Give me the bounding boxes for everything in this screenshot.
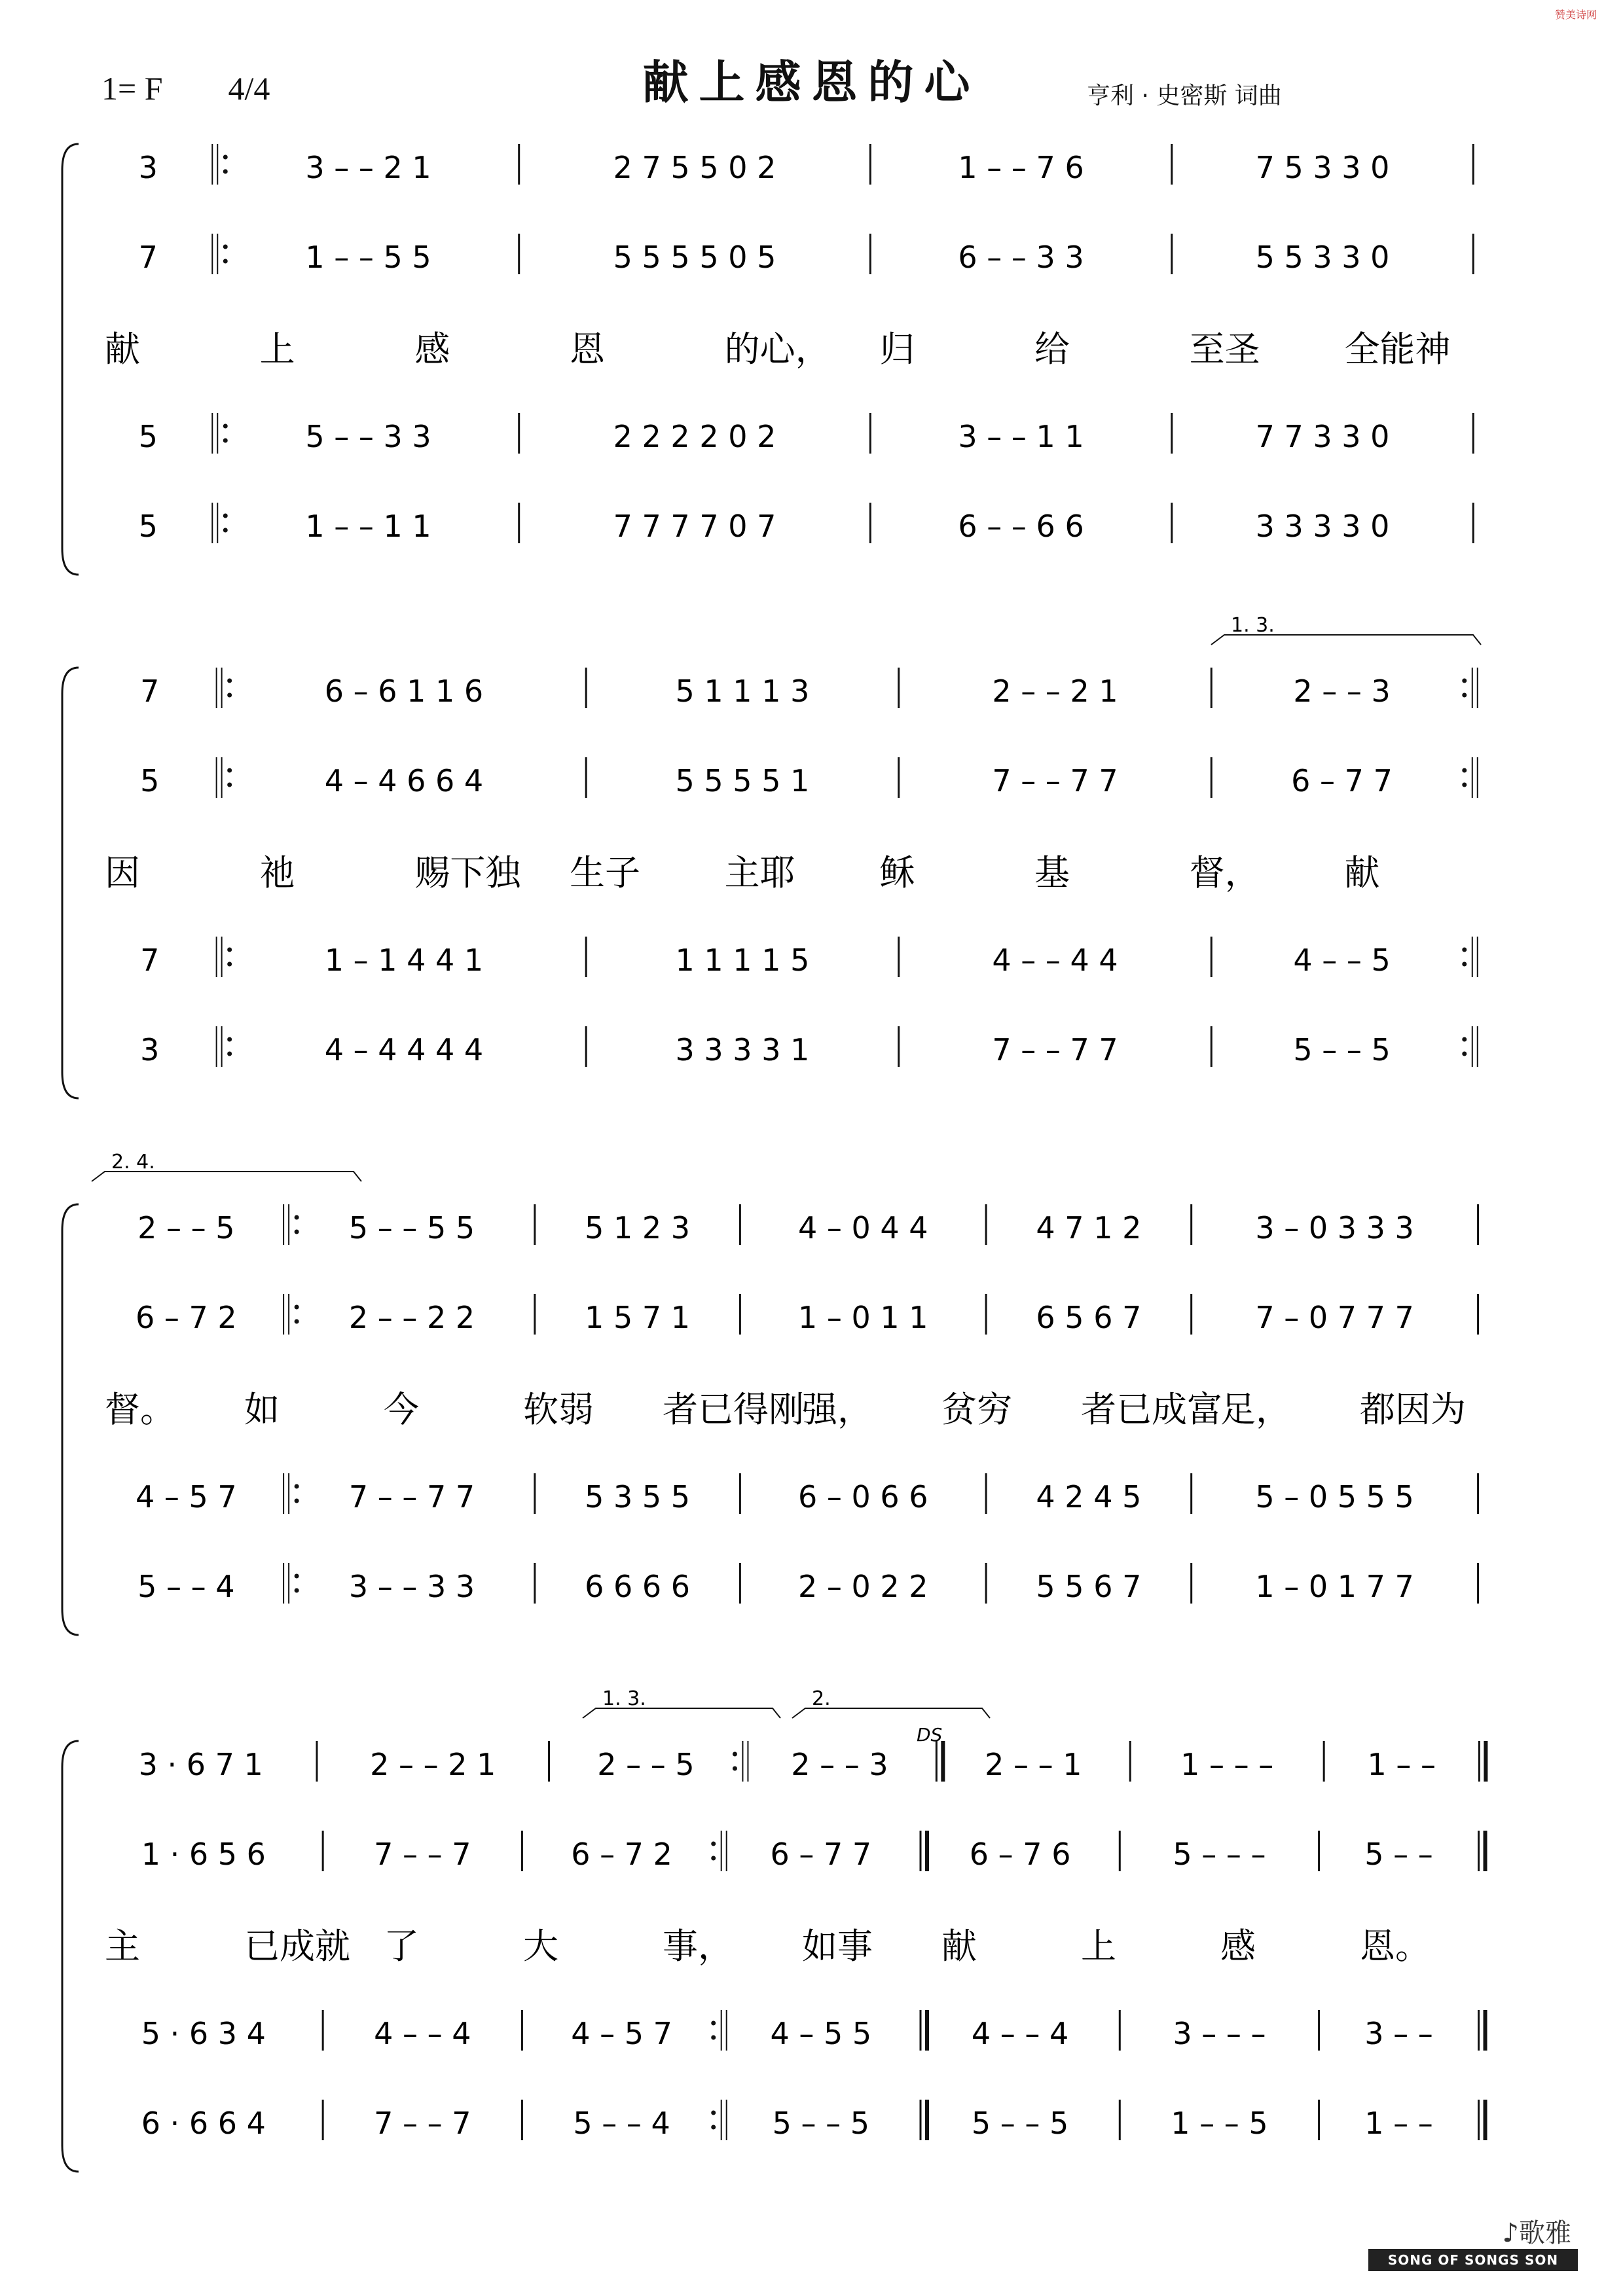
note-group: 3 – – 1 1 [958, 419, 1084, 454]
note-group: 6 – 7 7 [1291, 763, 1393, 798]
note-group: 4 – 4 4 4 4 [324, 1032, 484, 1067]
repeat-dot [711, 2021, 716, 2026]
note-group: 2 7 5 5 0 2 [613, 150, 776, 185]
note-group: 3 – 0 3 3 3 [1255, 1210, 1414, 1246]
note-group: 3 3 3 3 1 [675, 1032, 810, 1067]
lyric-text: 献 [1344, 852, 1380, 893]
repeat-dot [1462, 1037, 1467, 1042]
repeat-dot [711, 2036, 716, 2040]
note-group: 1 – – [1367, 1747, 1436, 1782]
note-group: 4 – 5 5 [770, 2016, 872, 2051]
note-group: 5 – – 3 3 [305, 419, 431, 454]
note-group: 7 – – 7 [374, 2106, 471, 2141]
note-group: 4 – – 4 4 [992, 942, 1118, 978]
note-group: 5 – – [1364, 1837, 1433, 1872]
repeat-dot [733, 1752, 737, 1757]
repeat-dot [223, 439, 228, 443]
note-group: 7 7 3 3 0 [1255, 419, 1390, 454]
note-group: 1 – – [1364, 2106, 1433, 2141]
repeat-dot [227, 693, 232, 698]
repeat-dot [1462, 679, 1467, 683]
note-group: 1 – – 1 1 [305, 509, 431, 544]
note-group: 5 1 2 3 [585, 1210, 691, 1246]
repeat-dot [295, 1499, 299, 1503]
note-group: 7 – – 7 [374, 1837, 471, 1872]
note-group: 4 – 0 4 4 [797, 1210, 928, 1246]
note-group: 5 – – 5 [772, 2106, 870, 2141]
lyric-text: 感 [1220, 1926, 1256, 1967]
note-group: 5 – – 4 [573, 2106, 670, 2141]
note-group: 7 [138, 240, 158, 275]
repeat-dot [295, 1305, 299, 1310]
lyric-text: 生子 [570, 852, 640, 893]
note-group: 6 – 7 6 [969, 1837, 1071, 1872]
note-group: 6 – 7 2 [136, 1300, 237, 1335]
note-group: 5 · 6 3 4 [141, 2016, 266, 2051]
lyric-text: 事， [663, 1926, 733, 1967]
note-group: 1 – – 5 [1171, 2106, 1268, 2141]
note-group: 4 – – 4 [374, 2016, 471, 2051]
site-watermark: 赞美诗网 [1554, 9, 1597, 21]
lyric-text: 主 [105, 1926, 140, 1967]
repeat-dot [733, 1767, 737, 1771]
note-group: 2 – – 2 2 [348, 1300, 475, 1335]
note-group: 4 – 5 7 [571, 2016, 672, 2051]
system-bracket [62, 668, 79, 1098]
note-group: 5 – – 5 5 [348, 1210, 475, 1246]
repeat-dot [223, 155, 228, 160]
repeat-dot [223, 170, 228, 174]
lyric-text: 督。 [105, 1389, 175, 1430]
note-group: 4 2 4 5 [1036, 1479, 1142, 1515]
repeat-dot [227, 679, 232, 683]
note-group: 3 – – 2 1 [305, 150, 431, 185]
lyric-text: 软弱 [523, 1389, 594, 1430]
note-group: 6 – 6 1 1 6 [324, 673, 484, 709]
lyric-text: 主耶 [724, 852, 795, 893]
note-group: 5 5 6 7 [1036, 1569, 1142, 1604]
repeat-dot [223, 528, 228, 533]
note-group: 2 – – 2 1 [370, 1747, 496, 1782]
repeat-dot [711, 1842, 716, 1846]
note-group: 2 – – 3 [1293, 673, 1391, 709]
lyric-text: 基 [1034, 852, 1070, 893]
lyric-text: 督， [1189, 852, 1260, 893]
system-bracket [62, 144, 79, 575]
lyric-text: 感 [414, 329, 450, 370]
volta-label: 1. 3. [602, 1687, 646, 1710]
repeat-dot [711, 2125, 716, 2130]
note-group: 5 – 0 5 5 5 [1255, 1479, 1414, 1515]
lyric-text: 已成就 [244, 1926, 350, 1967]
repeat-dot [1462, 783, 1467, 787]
note-group: 7 – 0 7 7 7 [1255, 1300, 1414, 1335]
note-group: 1 · 6 5 6 [141, 1837, 266, 1872]
note-group: 5 – – 5 [1293, 1032, 1391, 1067]
note-group: 7 [140, 942, 160, 978]
note-group: 6 – – 3 3 [958, 240, 1084, 275]
note-group: 5 3 5 5 [585, 1479, 691, 1515]
note-group: 5 1 1 1 3 [675, 673, 810, 709]
note-group: 2 – 0 2 2 [797, 1569, 928, 1604]
repeat-dot [295, 1574, 299, 1579]
volta-label: 2. [812, 1687, 831, 1710]
lyric-text: 恩 [570, 329, 605, 370]
note-group: 1 5 7 1 [585, 1300, 691, 1335]
note-group: 5 [140, 763, 160, 798]
note-group: 7 – – 7 7 [992, 1032, 1118, 1067]
repeat-dot [227, 768, 232, 773]
note-group: 1 – – – [1180, 1747, 1274, 1782]
note-group: 2 – – 3 [791, 1747, 888, 1782]
note-group: 7 5 3 3 0 [1255, 150, 1390, 185]
note-group: 3 – – [1364, 2016, 1433, 2051]
note-group: 4 7 1 2 [1036, 1210, 1142, 1246]
note-group: 1 – – 7 6 [958, 150, 1084, 185]
logo-brand: ♪歌雅 [1502, 2218, 1571, 2248]
note-group: 3 3 3 3 0 [1255, 509, 1390, 544]
lyric-text: 者已得刚 [663, 1389, 804, 1430]
lyric-text: 祂 [259, 852, 295, 893]
note-group: 6 5 6 7 [1036, 1300, 1142, 1335]
lyric-text: 上 [1081, 1926, 1116, 1967]
repeat-dot [1462, 962, 1467, 967]
lyric-text: 贫穷 [941, 1389, 1012, 1430]
repeat-dot [1462, 948, 1467, 952]
lyric-text: 献 [105, 329, 140, 370]
lyric-text: 的心， [724, 329, 831, 370]
note-group: 5 [138, 509, 158, 544]
lyric-text: 归 [879, 329, 915, 370]
note-group: 5 – – 5 [971, 2106, 1069, 2141]
note-group: 6 · 6 6 4 [141, 2106, 266, 2141]
repeat-dot [295, 1588, 299, 1593]
repeat-dot [223, 245, 228, 249]
note-group: 2 – – 2 1 [992, 673, 1118, 709]
note-group: 2 – – 1 [985, 1747, 1082, 1782]
note-group: 6 – 0 6 6 [797, 1479, 928, 1515]
lyric-text: 大 [523, 1926, 558, 1967]
repeat-dot [1462, 1052, 1467, 1056]
note-group: 4 – – 4 [971, 2016, 1069, 2051]
note-group: 1 – 0 1 1 [797, 1300, 928, 1335]
note-group: 3 [140, 1032, 160, 1067]
repeat-dot [227, 948, 232, 952]
lyric-text: 强， [802, 1389, 873, 1430]
lyric-text: 今 [384, 1389, 419, 1430]
repeat-dot [711, 1856, 716, 1861]
repeat-dot [223, 259, 228, 264]
repeat-dot [295, 1215, 299, 1220]
note-group: 2 – – 5 [597, 1747, 695, 1782]
lyric-text: 上 [259, 329, 295, 370]
note-group: 7 – – 7 7 [348, 1479, 475, 1515]
lyric-text: 恩。 [1360, 1926, 1431, 1967]
lyric-text: 稣 [879, 852, 915, 893]
note-group: 4 – – 5 [1293, 942, 1391, 978]
repeat-dot [223, 424, 228, 429]
note-group: 3 [138, 150, 158, 185]
note-group: 6 – – 6 6 [958, 509, 1084, 544]
repeat-dot [711, 2111, 716, 2115]
lyric-text: 足， [1220, 1389, 1291, 1430]
repeat-dot [223, 514, 228, 518]
note-group: 6 6 6 6 [585, 1569, 691, 1604]
note-group: 3 · 6 7 1 [138, 1747, 263, 1782]
song-title: 献上感恩的心 [642, 56, 981, 109]
note-group: 3 – – 3 3 [348, 1569, 475, 1604]
publisher-logo [1342, 2212, 1578, 2271]
system-bracket [62, 1741, 79, 2172]
note-group: 5 – – – [1173, 1837, 1266, 1872]
lyric-text: 给 [1034, 329, 1070, 370]
note-group: 1 – – 5 5 [305, 240, 431, 275]
note-group: 4 – 5 7 [136, 1479, 237, 1515]
note-group: 5 5 3 3 0 [1255, 240, 1390, 275]
lyric-text: 都因为 [1360, 1389, 1466, 1430]
note-group: 7 – – 7 7 [992, 763, 1118, 798]
volta-label: 2. 4. [111, 1151, 155, 1174]
note-group: 7 7 7 7 0 7 [613, 509, 776, 544]
lyric-text: 至圣 [1189, 329, 1260, 370]
key-signature: 1= F 4/4 [101, 70, 270, 107]
note-group: 3 – – – [1173, 2016, 1266, 2051]
system-bracket [62, 1204, 79, 1635]
repeat-dot [227, 1037, 232, 1042]
repeat-dot [295, 1484, 299, 1489]
repeat-dot [227, 962, 232, 967]
volta-label: 1. 3. [1231, 614, 1275, 637]
lyric-text: 者已成富 [1081, 1389, 1222, 1430]
note-group: 7 [140, 673, 160, 709]
logo-band: SONG OF SONGS SON [1368, 2249, 1578, 2271]
note-group: 4 – 4 6 6 4 [324, 763, 484, 798]
note-group: 6 – 7 7 [770, 1837, 872, 1872]
repeat-dot [295, 1230, 299, 1234]
repeat-dot [1462, 693, 1467, 698]
note-group: 6 – 7 2 [571, 1837, 672, 1872]
repeat-dot [227, 1052, 232, 1056]
note-group: 5 – – 4 [137, 1569, 235, 1604]
lyric-text: 如 [244, 1389, 280, 1430]
note-group: 2 2 2 2 0 2 [613, 419, 776, 454]
repeat-dot [1462, 768, 1467, 773]
note-group: 5 5 5 5 1 [675, 763, 810, 798]
note-group: 5 [138, 419, 158, 454]
lyric-text: 了 [384, 1926, 419, 1967]
composer-credit: 亨利 · 史密斯 词曲 [1087, 82, 1282, 109]
lyric-text: 献 [941, 1926, 977, 1967]
note-group: 1 1 1 1 5 [675, 942, 810, 978]
note-group: 1 – 0 1 7 7 [1255, 1569, 1414, 1604]
lyric-text: 全能神 [1344, 329, 1451, 370]
lyric-text: 赐下独 [414, 852, 521, 893]
note-group: 5 5 5 5 0 5 [613, 240, 776, 275]
ds-mark: DS [917, 1724, 943, 1746]
note-group: 1 – 1 4 4 1 [324, 942, 484, 978]
repeat-dot [295, 1319, 299, 1324]
note-group: 2 – – 5 [137, 1210, 235, 1246]
repeat-dot [227, 783, 232, 787]
lyric-text: 如事 [802, 1926, 873, 1967]
lyric-text: 因 [105, 852, 140, 893]
